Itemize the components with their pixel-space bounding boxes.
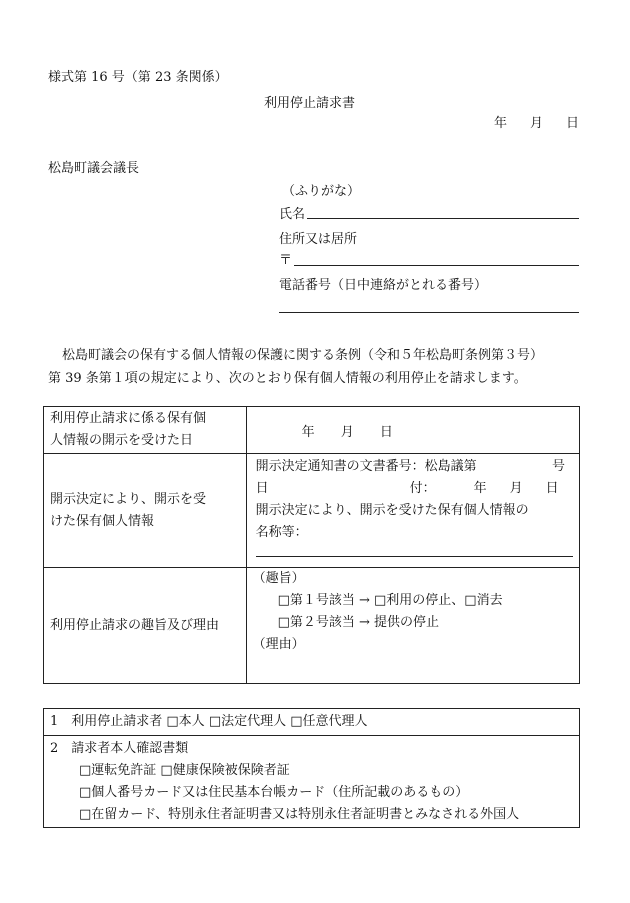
doc-date-line bbox=[256, 478, 565, 500]
purpose-label: （趣旨） bbox=[252, 571, 305, 586]
disclosed-info-value-cell bbox=[246, 454, 579, 568]
doc-date-hi: 日 bbox=[255, 481, 269, 496]
body-text-line1: 松島町議会の保有する個人情報の保護に関する条例（令和５年松島町条例第３号） bbox=[62, 348, 544, 363]
identity-docs-title: 2 請求者本人確認書類 bbox=[50, 741, 189, 756]
table-row bbox=[44, 407, 580, 454]
furigana-label: （ふりがな） bbox=[282, 184, 361, 199]
table-row bbox=[44, 736, 580, 828]
document-title: 利用停止請求書 bbox=[264, 96, 356, 111]
disclosed-info-label-cell bbox=[44, 454, 247, 568]
disclosure-date-value-cell bbox=[246, 407, 579, 454]
address-underline bbox=[294, 265, 579, 266]
phone-label: 電話番号（日中連絡がとれる番号） bbox=[279, 278, 488, 293]
doc-date-year: 年 bbox=[473, 481, 487, 496]
purpose-reason-value-cell bbox=[246, 568, 579, 684]
body-text-line2: 第 39 条第１項の規定により、次のとおり保有個人情報の利用停止を請求します。 bbox=[48, 371, 527, 386]
disclosure-day-label: 日 bbox=[379, 424, 393, 440]
info-name-line2: 名称等： bbox=[255, 525, 308, 540]
addressee: 松島町議会議長 bbox=[48, 161, 140, 176]
doc-number-label: 開示決定通知書の文書番号：松島議第 bbox=[255, 459, 477, 474]
identity-doc-option-3[interactable]: □在留カード、特別永住者証明書又は特別永住者証明書とみなされる外国人 bbox=[79, 807, 520, 822]
disclosure-date-label-cell bbox=[44, 407, 247, 454]
name-underline bbox=[307, 218, 579, 219]
doc-date-day: 日 bbox=[545, 481, 559, 496]
disclosure-date-label-line2: 人情報の開示を受けた日 bbox=[50, 433, 194, 448]
address-label: 住所又は居所 bbox=[279, 232, 358, 247]
reason-label: （理由） bbox=[252, 637, 305, 652]
purpose-option-1[interactable]: □第１号該当 → □利用の停止、□消去 bbox=[277, 593, 503, 608]
disclosure-year-label: 年 bbox=[301, 424, 315, 440]
purpose-reason-label-cell bbox=[44, 568, 247, 684]
name-label: 氏名 bbox=[279, 207, 306, 222]
doc-number-go: 号 bbox=[551, 459, 565, 474]
identity-doc-option-1[interactable]: □運転免許証 □健康保険被保険者証 bbox=[79, 763, 290, 778]
requester-type-cell bbox=[44, 709, 580, 736]
date-year-label: 年 bbox=[494, 116, 508, 131]
doc-date-month: 月 bbox=[509, 481, 523, 496]
table-row bbox=[44, 454, 580, 568]
requester-type-options[interactable]: 1 利用停止請求者 □本人 □法定代理人 □任意代理人 bbox=[50, 714, 368, 729]
doc-number-line bbox=[256, 456, 565, 478]
disclosure-date-label-line1: 利用停止請求に係る保有個 bbox=[50, 411, 207, 426]
doc-date-tsuke: 付： bbox=[409, 481, 436, 496]
purpose-reason-label: 利用停止請求の趣旨及び理由 bbox=[50, 617, 220, 633]
date-day-label: 日 bbox=[566, 116, 580, 131]
postal-mark: 〒 bbox=[279, 253, 293, 268]
disclosed-info-label-line1: 開示決定により、開示を受 bbox=[50, 491, 207, 507]
date-month-label: 月 bbox=[530, 116, 544, 131]
disclosure-month-label: 月 bbox=[340, 424, 354, 440]
identity-doc-option-2[interactable]: □個人番号カード又は住民基本台帳カード（住所記載のあるもの） bbox=[79, 785, 469, 800]
purpose-option-2[interactable]: □第２号該当 → 提供の停止 bbox=[277, 615, 440, 630]
request-details-table bbox=[43, 406, 580, 684]
info-name-line1: 開示決定により、開示を受けた保有個人情報の bbox=[255, 503, 529, 518]
info-name-underline bbox=[256, 556, 573, 557]
table-row bbox=[44, 568, 580, 684]
requester-type-table bbox=[43, 708, 580, 828]
phone-underline bbox=[279, 312, 579, 313]
form-number: 様式第 16 号（第 23 条関係） bbox=[48, 70, 228, 85]
table-row bbox=[44, 709, 580, 736]
identity-docs-cell bbox=[44, 736, 580, 828]
disclosed-info-label-line2: けた保有個人情報 bbox=[50, 513, 155, 529]
